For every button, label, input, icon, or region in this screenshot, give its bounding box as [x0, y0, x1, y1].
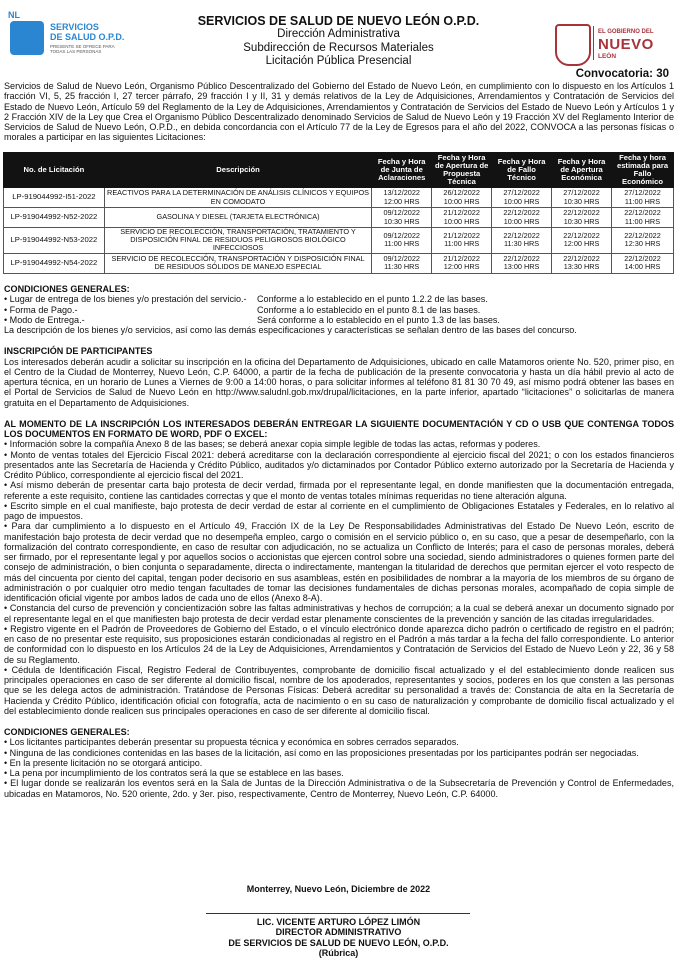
- condition-value: Conforme a lo establecido en el punto 1.2.2 de las bases.: [257, 294, 488, 305]
- condition-label: • Forma de Pago.-: [4, 304, 78, 315]
- condition-delivery-mode: [4, 315, 674, 325]
- gov-logo-line3: LEÓN: [598, 53, 617, 60]
- signer-role: DIRECTOR ADMINISTRATIVO: [275, 927, 402, 938]
- logo-name-line2: DE SALUD O.P.D.: [50, 32, 125, 42]
- date-cell: 22/12/2022 10:00 HRS: [492, 208, 552, 228]
- table-row: [4, 208, 674, 228]
- health-emblem-icon: [10, 21, 44, 55]
- tender-number: LP-919044992-I51-2022: [4, 188, 105, 208]
- date-cell: 22/12/2022 11:30 HRS: [492, 228, 552, 254]
- tender-description: SERVICIO DE RECOLECCIÓN, TRANSPORTACIÓN Y DISPOSICIÓN FINAL DE RESIDUOS SÓLIDOS DE MANEJO ESPECIAL: [104, 253, 371, 273]
- signature-line: [206, 913, 470, 914]
- date-cell: 22/12/2022 14:00 HRS: [612, 253, 674, 273]
- date-cell: 09/12/2022 10:30 HRS: [372, 208, 432, 228]
- signer-org: DE SERVICIOS DE SALUD DE NUEVO LEÓN, O.P.D.: [228, 937, 449, 948]
- documentation-item: • Cédula de Identificación Fiscal, Registro Federal de Contribuyentes, comprobante de domicilio fiscal actualizado y el del establecimiento donde realicen sus principales operaciones en caso de ser diferente al domicilio fiscal, nombre de los apoderados, representantes y socios, poderes en los que consten a las personas que se les delega actos de administración. Tratándose de Personas Físicas: Deberá acreditar su personalidad a través de: Constancia de alta en la Secretaría de Hacienda y Crédito Público, identificación oficial con fotografía, acta de nacimiento o en su caso de naturalización y comprobante de domicilio fiscal actualizado y el del establecimiento donde realicen sus principales operaciones en caso de ser diferente al domicilio fiscal.: [4, 664, 674, 716]
- subdirection-line: Subdirección de Recursos Materiales: [243, 41, 434, 54]
- documentation-item: • Constancia del curso de prevención y concientización sobre las faltas administrativas y hechos de corrupción; a la cual se deberá anexar un documento signado por el representante legal en el que manifiesten bajo protesta de decir verdad estar plenamente conscientes de la prevención y sanción de las citadas irregularidades.: [4, 603, 674, 624]
- tender-description: REACTIVOS PARA LA DETERMINACIÓN DE ANÁLISIS CLÍNICOS Y EQUIPOS EN COMODATO: [104, 188, 371, 208]
- date-cell: 22/12/2022 12:30 HRS: [612, 228, 674, 254]
- date-cell: 13/12/2022 12:00 HRS: [372, 188, 432, 208]
- servicios-de-salud-logo: [6, 10, 136, 64]
- date-cell: 09/12/2022 11:00 HRS: [372, 228, 432, 254]
- place-date: Monterrey, Nuevo León, Diciembre de 2022: [246, 884, 431, 894]
- date-cell: 27/12/2022 10:00 HRS: [492, 188, 552, 208]
- date-cell: 27/12/2022 10:30 HRS: [552, 188, 612, 208]
- documentation-item: • Así mismo deberán de presentar carta bajo protesta de decir verdad, firmada por el representante legal, en donde manifiesten que la documentación entregada, referente a este requisito, contiene las cantidades correctas y que el monto de ventas totales mínimas requeridas no tiene alteración alguna.: [4, 480, 674, 501]
- date-cell: 26/12/2022 10:00 HRS: [432, 188, 492, 208]
- intro-paragraph: Servicios de Salud de Nuevo León, Organismo Público Descentralizado del Gobierno del Estado de Nuevo León, en cumplimiento con lo dispuesto en los Artículos 1 fracción VI, 5, 25 fracción I, 27 tercer párrafo, 29 fracción I y II, 31 y demás relativos de la Ley de Adquisiciones, Arrendamientos y Contratación de Servicios del Estado de Nuevo León, Artículo 59 del Reglamento de la Ley de Adquisiciones, Arrendamientos y Contratación de Servicios del Estado de Nuevo León y Artículos 1 y 2 Fracción XIV de la Ley que Crea el Organismo Público Descentralizado denominado Servicios de Salud de Nuevo León y 19 Fracción XV del Reglamento Interior de Servicios de Salud de Nuevo León, O.P.D., en debida concordancia con el Artículo 77 de la Ley de Egresos para el año del 2022, CONVOCA a las personas físicas o morales a participar en las siguientes Licitaciones:: [4, 81, 674, 143]
- documentation-title: AL MOMENTO DE LA INSCRIPCIÓN LOS INTERESADOS DEBERÁN ENTREGAR LA SIGUIENTE DOCUMENTACIÓN Y CD O USB QUE CONTENGA TODOS LOS DOCUMENTOS EN FORMATO DE WORD, PDF O EXCEL:: [4, 418, 674, 439]
- date-cell: 21/12/2022 11:00 HRS: [432, 228, 492, 254]
- tender-number: LP-919044992-N52-2022: [4, 208, 105, 228]
- documentation-item: • Escrito simple en el cual manifieste, bajo protesta de decir verdad de estar al corriente en el cumplimiento de Obligaciones Estatales y Federales, en lo relativo al pago de impuestos.: [4, 500, 674, 521]
- col-header-technical-opening: Fecha y Hora de Apertura de Propuesta Técnica: [432, 153, 492, 188]
- date-cell: 22/12/2022 10:30 HRS: [552, 208, 612, 228]
- gov-logo-line2: NUEVO: [598, 36, 654, 53]
- condition-item: • En la presente licitación no se otorgará anticipo.: [4, 757, 203, 768]
- date-cell: 21/12/2022 10:00 HRS: [432, 208, 492, 228]
- col-header-economic-ruling: Fecha y hora estimada para Fallo Económico: [612, 153, 674, 188]
- rubrica-note: (Rúbrica): [318, 948, 359, 959]
- tender-description: SERVICIO DE RECOLECCIÓN, TRANSPORTACIÓN, TRATAMIENTO Y DISPOSICIÓN FINAL DE RESIDUOS PELIGROSOS BIOLÓGICO INFECCIOSOS: [104, 228, 371, 254]
- condition-item: • El lugar donde se realizarán los eventos será en la Sala de Juntas de la Dirección Administrativa o de la Subsecretaría de Prevención y Control de Enfermedades, ubicadas en Matamoros, No. 520 oriente, 2do. y 3er. piso, respectivamente, Centro de Monterrey, Nuevo León, C.P. 64000.: [4, 778, 674, 799]
- signer-name: LIC. VICENTE ARTURO LÓPEZ LIMÓN: [256, 917, 421, 927]
- logo-divider: [593, 26, 594, 60]
- date-cell: 27/12/2022 11:00 HRS: [612, 188, 674, 208]
- tender-description: GASOLINA Y DIESEL (TARJETA ELECTRÓNICA): [104, 208, 371, 228]
- registration-text: Los interesados deberán acudir a solicitar su inscripción en la oficina del Departamento de Adquisiciones, ubicado en calle Matamoros oriente No. 520, primer piso, en el Centro de la Ciudad de Monterrey, Nuevo León, C.P. 64000, a partir de la fecha de publicación de la presente convocatoria y hasta un día hábil previo al acto de apertura técnica, en un horario de Lunes a Viernes de 9:00 a 14:00 horas, o para solicitar informes al teléfono 81 81 30 70 49, así mismo podrá obtener las bases en el Portal de Servicios de Salud de Nuevo León en http://www.saludnl.gob.mx/drupal/licitaciones, en la parte inferior, apartado “licitaciones” o solicitarlas de manera gratuita en el Departamento de Adquisiciones.: [4, 356, 674, 408]
- logo-tagline: PRESENTE SE OFRECE PARA TODAS LAS PERSONAS: [50, 44, 115, 54]
- documentation-item: • Monto de ventas totales del Ejercicio Fiscal 2021: deberá acreditarse con la declaración correspondiente al ejercicio fiscal del 2021; o con los estados financieros presentados ante las Secretaría de Hacienda y Crédito Público, auditados y/o dictaminados por Contador Público externo autorizado por la Secretaría de Hacienda y Crédito Público, correspondiente al ejercicio fiscal del 2021.: [4, 449, 674, 480]
- condition-label: • Modo de Entrega.-: [4, 314, 85, 325]
- table-header-row: [4, 153, 674, 188]
- general-conditions-title: CONDICIONES GENERALES:: [4, 284, 130, 294]
- signature-block: [0, 917, 677, 959]
- tender-number: LP-919044992-N53-2022: [4, 228, 105, 254]
- conditions-note: La descripción de los bienes y/o servicios, así como las demás especificaciones y características se señalan dentro de las bases del concurso.: [4, 325, 577, 335]
- tenders-table: [3, 152, 674, 274]
- documentation-item: • Información sobre la compañía Anexo 8 de las bases; se deberá anexar copia simple legible de todas las actas, reformas y poderes.: [4, 439, 541, 450]
- general-conditions-2-title: CONDICIONES GENERALES:: [4, 727, 130, 737]
- col-header-clarifications: Fecha y Hora de Junta de Aclaraciones: [372, 153, 432, 188]
- date-cell: 22/12/2022 13:30 HRS: [552, 253, 612, 273]
- header-titles: [170, 14, 507, 69]
- col-header-number: No. de Licitación: [4, 153, 105, 188]
- tender-type-line: Licitación Pública Presencial: [265, 55, 412, 67]
- date-cell: 22/12/2022 13:00 HRS: [492, 253, 552, 273]
- gov-logo-line1: EL GOBIERNO DEL: [598, 29, 654, 35]
- condition-label: • Lugar de entrega de los bienes y/o prestación del servicio.-: [4, 294, 247, 305]
- documentation-item: • Registro vigente en el Padrón de Proveedores de Gobierno del Estado, o el vínculo electrónico donde aparezca dicho padrón o certificado de registro en el padrón; en caso de no presentar este requisito, sus proposiciones estarán condicionadas al registro en el Padrón a más tardar a la fecha del fallo correspondiente. Lo anterior de conformidad con lo dispuesto en los Artículos 24 de la Ley de Adquisiciones, Arrendamientos y Contratación de Servicios del Estado de Nuevo León y 22, 36 y 58 de su Reglamento.: [4, 623, 674, 665]
- gobierno-nuevo-leon-logo: [553, 24, 677, 68]
- col-header-economic-opening: Fecha y Hora de Apertura Económica: [552, 153, 612, 188]
- org-title: SERVICIOS DE SALUD DE NUEVO LEÓN O.P.D.: [197, 14, 480, 28]
- logo-name-line1: SERVICIOS: [50, 22, 99, 32]
- condition-item: • La pena por incumplimiento de los contratos será la que se establece en las bases.: [4, 768, 344, 778]
- direction-line: Dirección Administrativa: [277, 28, 400, 40]
- state-seal-icon: [555, 24, 591, 66]
- registration-title: INSCRIPCIÓN DE PARTICIPANTES: [4, 346, 153, 357]
- col-header-description: Descripción: [104, 153, 371, 188]
- date-cell: 21/12/2022 12:00 HRS: [432, 253, 492, 273]
- date-cell: 22/12/2022 12:00 HRS: [552, 228, 612, 254]
- document-header: [0, 0, 677, 82]
- condition-payment: [4, 305, 674, 315]
- condition-item: • Los licitantes participantes deberán presentar su propuesta técnica y económica en sobres cerrados separados.: [4, 737, 459, 748]
- condition-value: Será conforme a lo establecido en el punto 1.3 de las bases.: [257, 314, 500, 325]
- table-row: [4, 253, 674, 273]
- convocatoria-number: Convocatoria: 30: [575, 68, 669, 80]
- table-row: [4, 228, 674, 254]
- date-cell: 22/12/2022 11:00 HRS: [612, 208, 674, 228]
- date-cell: 09/12/2022 11:30 HRS: [372, 253, 432, 273]
- condition-item: • Ninguna de las condiciones contenidas en las bases de la licitación, así como en las proposiciones presentadas por los participantes podrán ser negociadas.: [4, 747, 639, 758]
- documentation-item: • Para dar cumplimiento a lo dispuesto en el Artículo 49, Fracción IX de la Ley De Responsabilidades Administrativas del Estado De Nuevo León, escrito de manifestación bajo protesta de decir verdad que no desempeña empleo, cargo o comisión en el servicio público o, en su caso, que a pesar de desempeñarlo, con la formalización del contrato correspondiente, en caso de resultar con adjudicación, no se actualiza un Conflicto de Interés; para el caso de personas morales, deberá ser firmado, por el representante legal y por aquellos socios o accionistas que ejercen control sobre una sociedad, siendo administradores o quienes formen parte del consejo de administración, o bien conjunta o separadamente, directa o indirectamente, mantengan la titularidad de derechos que permitan ejercer el voto respecto de más del cincuenta por ciento del capital, tengan poder decisorio en sus asambleas, estén en posibilidades de nombrar a la mayoría de los miembros de su órgano de administración o por cualquier otro medio tengan facultades de tomar las decisiones fundamentales de dichas personas morales, acompañado de copia simple de identificación oficial vigente por ambos lados de cada uno de ellos (Anexo 8-A).: [4, 521, 674, 603]
- condition-value: Conforme a lo establecido en el punto 8.1 de las bases.: [257, 304, 481, 315]
- document-body: [4, 284, 674, 799]
- condition-delivery-place: [4, 294, 674, 304]
- col-header-technical-ruling: Fecha y Hora de Fallo Técnico: [492, 153, 552, 188]
- tender-number: LP-919044992-N54-2022: [4, 253, 105, 273]
- nl-mark: NL: [8, 10, 20, 20]
- table-row: [4, 188, 674, 208]
